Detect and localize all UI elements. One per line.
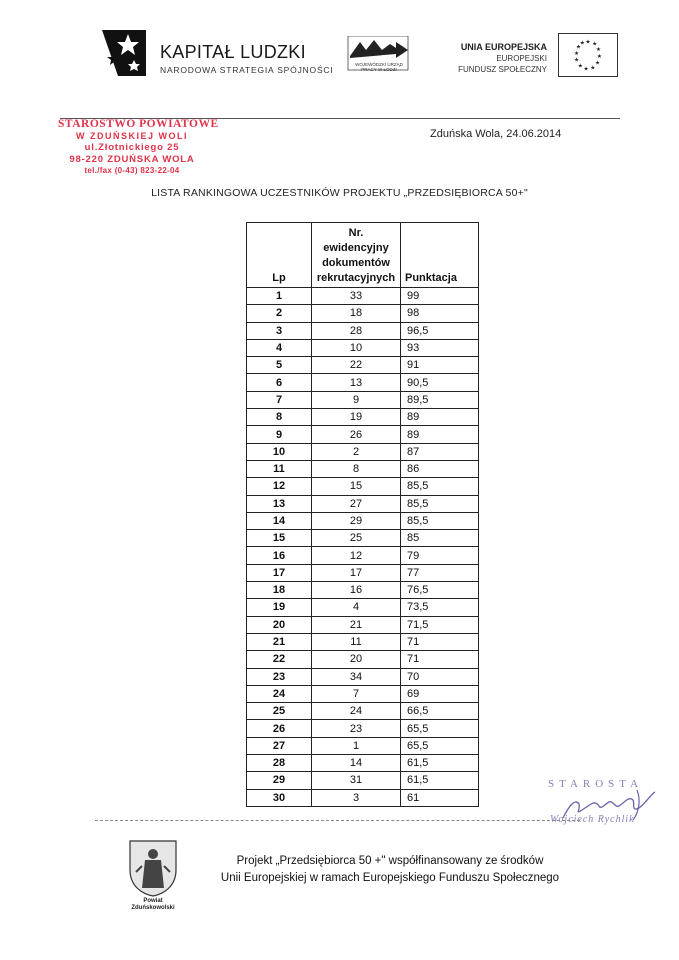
svg-text:★: ★ [579,40,585,47]
ranking-table [246,222,479,807]
lp-cell: 14 [247,512,312,529]
table-row [247,633,479,650]
lp-cell: 21 [247,633,312,650]
eu-flag-icon [558,33,618,77]
nr-cell: 26 [312,426,401,443]
table-row [247,426,479,443]
header-nr-line: rekrutacyjnych [316,272,396,284]
lp-cell: 17 [247,564,312,581]
table-row [247,755,479,772]
nr-cell: 1 [312,737,401,754]
ue-title: UNIA EUROPEJSKA [460,42,547,52]
table-row [247,478,479,495]
lp-cell: 7 [247,391,312,408]
punktacja-cell: 87 [401,443,479,460]
wup-label: WOJEWÓDZKI URZĄD PRACY W ŁODZI [355,62,403,72]
punktacja-cell: 73,5 [401,599,479,616]
nr-cell: 31 [312,772,401,789]
stamp-line-5: tel./fax (0-43) 823-22-04 [84,166,180,175]
footer-divider [95,820,580,821]
table-row [247,599,479,616]
table-row [247,530,479,547]
lp-cell: 11 [247,460,312,477]
kapital-ludzki-title: KAPITAŁ LUDZKI [160,42,306,62]
nr-cell: 3 [312,789,401,806]
header-nr-line: ewidencyjny [323,242,389,254]
nr-cell: 2 [312,443,401,460]
crest-label-2: Zduńskowolski [131,905,175,911]
lp-cell: 23 [247,668,312,685]
nr-cell: 21 [312,616,401,633]
nr-cell: 28 [312,322,401,339]
lp-cell: 16 [247,547,312,564]
table-row [247,547,479,564]
table-row [247,443,479,460]
table-row [247,357,479,374]
place-date: Zduńska Wola, 24.06.2014 [430,128,562,140]
punktacja-cell: 85,5 [401,478,479,495]
nr-cell: 25 [312,530,401,547]
lp-cell: 9 [247,426,312,443]
table-row [247,564,479,581]
punktacja-cell: 99 [401,288,479,305]
punktacja-cell: 85,5 [401,495,479,512]
lp-cell: 28 [247,755,312,772]
punktacja-cell: 79 [401,547,479,564]
table-row [247,512,479,529]
table-row [247,737,479,754]
table-row [247,409,479,426]
table-row [247,616,479,633]
nr-cell: 34 [312,668,401,685]
table-row [247,668,479,685]
ue-line3: FUNDUSZ SPOŁECZNY [458,65,547,74]
table-row [247,305,479,322]
lp-cell: 20 [247,616,312,633]
nr-cell: 14 [312,755,401,772]
table-row [247,789,479,806]
punktacja-cell: 86 [401,460,479,477]
table-row [247,685,479,702]
lp-cell: 2 [247,305,312,322]
punktacja-cell: 71,5 [401,616,479,633]
lp-cell: 13 [247,495,312,512]
crest-label-1: Powiat [143,898,163,904]
lp-cell: 12 [247,478,312,495]
punktacja-cell: 61 [401,789,479,806]
punktacja-cell: 61,5 [401,772,479,789]
nr-cell: 4 [312,599,401,616]
lp-cell: 27 [247,737,312,754]
document-title: LISTA RANKINGOWA UCZESTNIKÓW PROJEKTU „PRZEDSIĘBIORCA 50+" [151,187,528,199]
svg-text:★: ★ [594,60,601,67]
powiat-crest-icon [126,838,180,898]
table-row [247,391,479,408]
stamp-line-1: STAROSTWO POWIATOWE [58,118,219,130]
nr-cell: 13 [312,374,401,391]
lp-cell: 22 [247,651,312,668]
punktacja-cell: 70 [401,668,479,685]
stamp-line-3: ul.Złotnickiego 25 [84,142,180,153]
nr-cell: 23 [312,720,401,737]
svg-text:★: ★ [573,57,580,64]
punktacja-cell: 85,5 [401,512,479,529]
svg-text:★: ★ [583,66,589,73]
header-nr-line: dokumentów [322,257,390,269]
table-row [247,720,479,737]
table-row [247,339,479,356]
table-row [247,322,479,339]
punktacja-cell: 76,5 [401,582,479,599]
signature-name: Wojciech Rychlik [550,814,635,825]
ue-line2: EUROPEJSKI [496,54,547,63]
svg-text:★: ★ [575,44,582,51]
table-row [247,651,479,668]
kapital-ludzki-logo-icon [98,28,150,78]
punktacja-cell: 66,5 [401,703,479,720]
footer-line-1: Projekt „Przedsiębiorca 50 +" współfinansowany ze środków [236,855,544,867]
nr-cell: 18 [312,305,401,322]
nr-cell: 8 [312,460,401,477]
punktacja-cell: 91 [401,357,479,374]
svg-text:★: ★ [577,63,583,70]
nr-cell: 20 [312,651,401,668]
punktacja-cell: 65,5 [401,737,479,754]
punktacja-cell: 77 [401,564,479,581]
signature-title: STAROSTA [548,778,644,790]
table-row [247,460,479,477]
punktacja-cell: 89,5 [401,391,479,408]
lp-cell: 1 [247,288,312,305]
nr-cell: 7 [312,685,401,702]
svg-text:★: ★ [596,53,603,60]
nr-cell: 15 [312,478,401,495]
lp-cell: 8 [247,409,312,426]
nr-cell: 10 [312,339,401,356]
lp-cell: 19 [247,599,312,616]
stamp-line-4: 98-220 ZDUŃSKA WOLA [69,154,195,165]
lp-cell: 3 [247,322,312,339]
nr-cell: 12 [312,547,401,564]
lp-cell: 6 [247,374,312,391]
punktacja-cell: 71 [401,633,479,650]
lp-cell: 4 [247,339,312,356]
table-row [247,495,479,512]
table-header-row [247,223,479,288]
lp-cell: 10 [247,443,312,460]
svg-text:★: ★ [595,47,602,54]
punktacja-cell: 71 [401,651,479,668]
nr-cell: 9 [312,391,401,408]
nr-cell: 27 [312,495,401,512]
table-row [247,772,479,789]
header-nr-line: Nr. [348,227,364,239]
punktacja-cell: 65,5 [401,720,479,737]
nr-cell: 29 [312,512,401,529]
lp-cell: 15 [247,530,312,547]
svg-text:★: ★ [592,41,598,48]
header-lp: Lp [247,223,312,288]
table-row [247,374,479,391]
lp-cell: 18 [247,582,312,599]
kapital-ludzki-subtitle: NARODOWA STRATEGIA SPÓJNOŚCI [160,65,334,75]
stamp-line-2: W ZDUŃSKIEJ WOLI [76,131,188,141]
svg-text:★: ★ [585,39,591,46]
lp-cell: 24 [247,685,312,702]
lp-cell: 26 [247,720,312,737]
table-row [247,582,479,599]
lp-cell: 29 [247,772,312,789]
nr-cell: 19 [312,409,401,426]
footer-line-2: Unii Europejskiej w ramach Europejskiego Funduszu Społecznego [220,872,560,884]
punktacja-cell: 69 [401,685,479,702]
punktacja-cell: 89 [401,426,479,443]
lp-cell: 30 [247,789,312,806]
punktacja-cell: 96,5 [401,322,479,339]
lp-cell: 25 [247,703,312,720]
punktacja-cell: 93 [401,339,479,356]
header-punktacja: Punktacja [401,223,479,288]
office-stamp [58,118,219,175]
nr-cell: 11 [312,633,401,650]
header-nr [312,223,401,288]
punktacja-cell: 90,5 [401,374,479,391]
nr-cell: 16 [312,582,401,599]
punktacja-cell: 85 [401,530,479,547]
table-row [247,703,479,720]
table-row [247,288,479,305]
punktacja-cell: 89 [401,409,479,426]
nr-cell: 33 [312,288,401,305]
punktacja-cell: 98 [401,305,479,322]
nr-cell: 24 [312,703,401,720]
svg-text:★: ★ [573,51,580,57]
lp-cell: 5 [247,357,312,374]
nr-cell: 22 [312,357,401,374]
nr-cell: 17 [312,564,401,581]
svg-text:★: ★ [590,65,596,72]
punktacja-cell: 61,5 [401,755,479,772]
